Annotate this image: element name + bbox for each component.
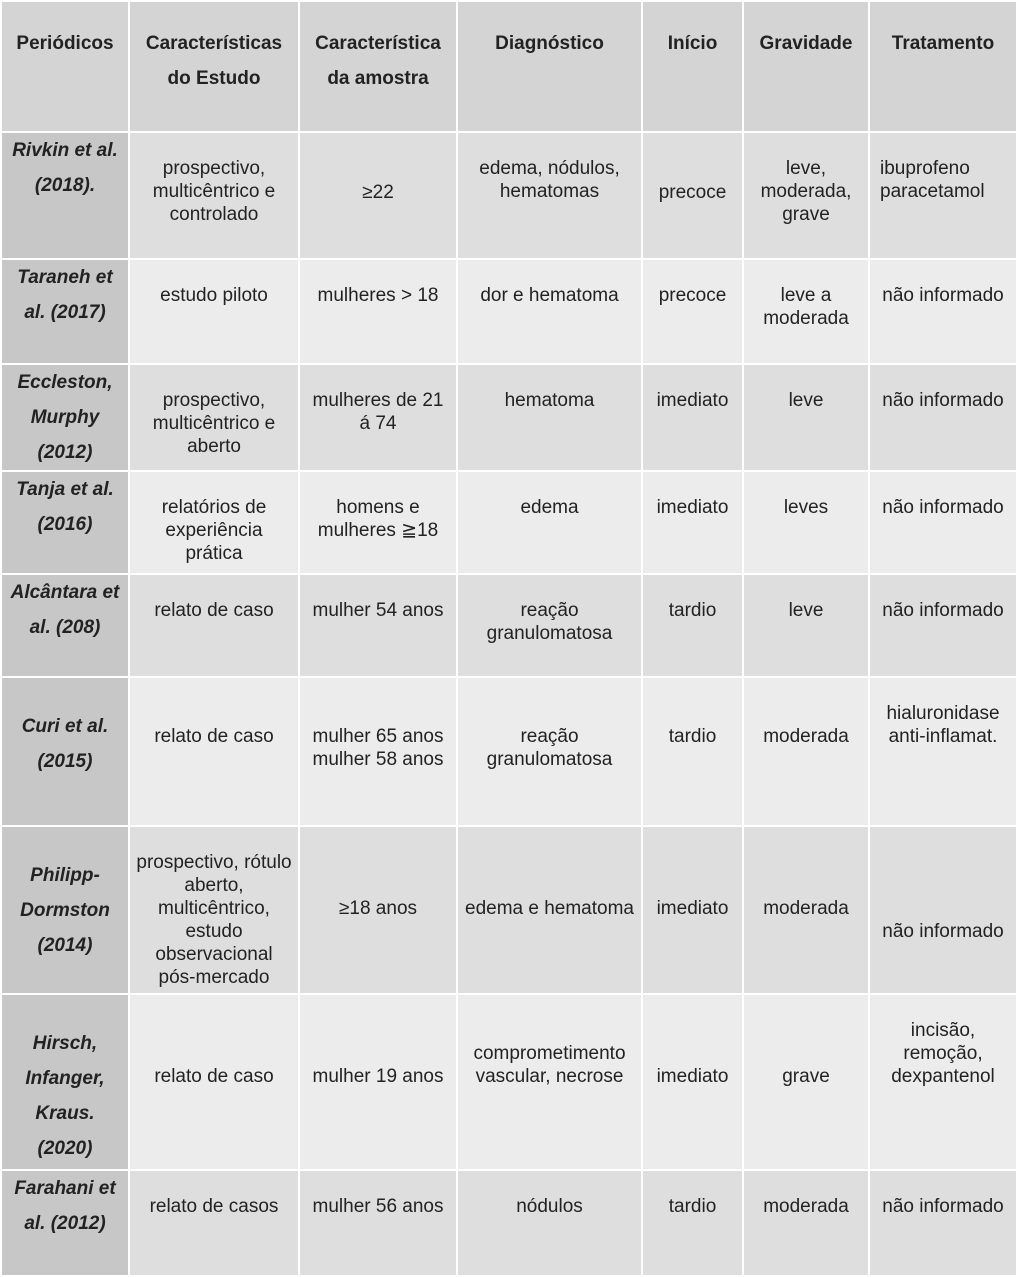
inicio-cell: tardio [642, 1170, 743, 1276]
inicio-cell: precoce [642, 132, 743, 259]
tratamento-cell: não informado [869, 471, 1016, 574]
header-row [1, 1, 1016, 132]
tratamento-cell: ibuprofeno paracetamol [869, 132, 1016, 259]
gravidade-cell: leve [743, 364, 869, 471]
amostra-cell: mulher 19 anos [299, 994, 457, 1170]
periodico-cell: Alcântara et al. (208) [1, 574, 129, 677]
periodico-cell: Tanja et al. (2016) [1, 471, 129, 574]
table-row [1, 471, 1016, 574]
gravidade-cell: leve [743, 574, 869, 677]
inicio-cell: tardio [642, 677, 743, 826]
header-gravidade: Gravidade [743, 1, 869, 132]
tratamento-cell: não informado [869, 1170, 1016, 1276]
header-caracteristicas-estudo: Características do Estudo [129, 1, 299, 132]
tratamento-cell: hialuronidase anti-inflamat. [869, 677, 1016, 826]
table-row [1, 677, 1016, 826]
amostra-cell: mulheres > 18 [299, 259, 457, 364]
periodico-cell: Hirsch, Infanger, Kraus. (2020) [1, 994, 129, 1170]
estudo-cell: relato de caso [129, 994, 299, 1170]
tratamento-cell: não informado [869, 364, 1016, 471]
gravidade-cell: leves [743, 471, 869, 574]
inicio-cell: imediato [642, 994, 743, 1170]
gravidade-cell: leve a moderada [743, 259, 869, 364]
table-row [1, 826, 1016, 994]
periodico-cell: Rivkin et al. (2018). [1, 132, 129, 259]
gravidade-cell: leve, moderada, grave [743, 132, 869, 259]
periodico-cell: Eccleston, Murphy (2012) [1, 364, 129, 471]
tratamento-cell: não informado [869, 574, 1016, 677]
inicio-cell: imediato [642, 471, 743, 574]
inicio-cell: imediato [642, 826, 743, 994]
diagnostico-cell: comprometimento vascular, necrose [457, 994, 642, 1170]
table-row [1, 1170, 1016, 1276]
table-row [1, 574, 1016, 677]
periodico-cell: Philipp-Dormston (2014) [1, 826, 129, 994]
header-inicio: Início [642, 1, 743, 132]
tratamento-cell: não informado [869, 259, 1016, 364]
gravidade-cell: moderada [743, 1170, 869, 1276]
tratamento-cell: incisão, remoção, dexpantenol [869, 994, 1016, 1170]
header-periodicos: Periódicos [1, 1, 129, 132]
amostra-cell: mulher 54 anos [299, 574, 457, 677]
diagnostico-cell: dor e hematoma [457, 259, 642, 364]
periodico-cell: Taraneh et al. (2017) [1, 259, 129, 364]
table-row [1, 364, 1016, 471]
periodico-cell: Farahani et al. (2012) [1, 1170, 129, 1276]
estudo-cell: relato de caso [129, 574, 299, 677]
inicio-cell: tardio [642, 574, 743, 677]
amostra-cell: mulher 65 anos mulher 58 anos [299, 677, 457, 826]
estudo-cell: prospectivo, rótulo aberto, multicêntrico, estudo observacional pós-mercado [129, 826, 299, 994]
estudo-cell: prospectivo, multicêntrico e controlado [129, 132, 299, 259]
amostra-cell: ≥22 [299, 132, 457, 259]
gravidade-cell: moderada [743, 677, 869, 826]
header-diagnostico: Diagnóstico [457, 1, 642, 132]
amostra-cell: mulher 56 anos [299, 1170, 457, 1276]
estudo-cell: relatórios de experiência prática [129, 471, 299, 574]
diagnostico-cell: edema, nódulos, hematomas [457, 132, 642, 259]
gravidade-cell: moderada [743, 826, 869, 994]
diagnostico-cell: nódulos [457, 1170, 642, 1276]
table-row [1, 259, 1016, 364]
diagnostico-cell: reação granulomatosa [457, 677, 642, 826]
inicio-cell: imediato [642, 364, 743, 471]
table-row [1, 132, 1016, 259]
gravidade-cell: grave [743, 994, 869, 1170]
estudo-cell: relato de casos [129, 1170, 299, 1276]
table-row [1, 994, 1016, 1170]
tratamento-cell: não informado [869, 826, 1016, 994]
diagnostico-cell: reação granulomatosa [457, 574, 642, 677]
periodico-cell: Curi et al. (2015) [1, 677, 129, 826]
inicio-cell: precoce [642, 259, 743, 364]
header-tratamento: Tratamento [869, 1, 1016, 132]
amostra-cell: mulheres de 21 á 74 [299, 364, 457, 471]
estudo-cell: relato de caso [129, 677, 299, 826]
estudo-cell: prospectivo, multicêntrico e aberto [129, 364, 299, 471]
diagnostico-cell: edema [457, 471, 642, 574]
estudo-cell: estudo piloto [129, 259, 299, 364]
header-caracteristica-amostra: Característica da amostra [299, 1, 457, 132]
amostra-cell: ≥18 anos [299, 826, 457, 994]
diagnostico-cell: hematoma [457, 364, 642, 471]
amostra-cell: homens e mulheres ≧18 [299, 471, 457, 574]
diagnostico-cell: edema e hematoma [457, 826, 642, 994]
